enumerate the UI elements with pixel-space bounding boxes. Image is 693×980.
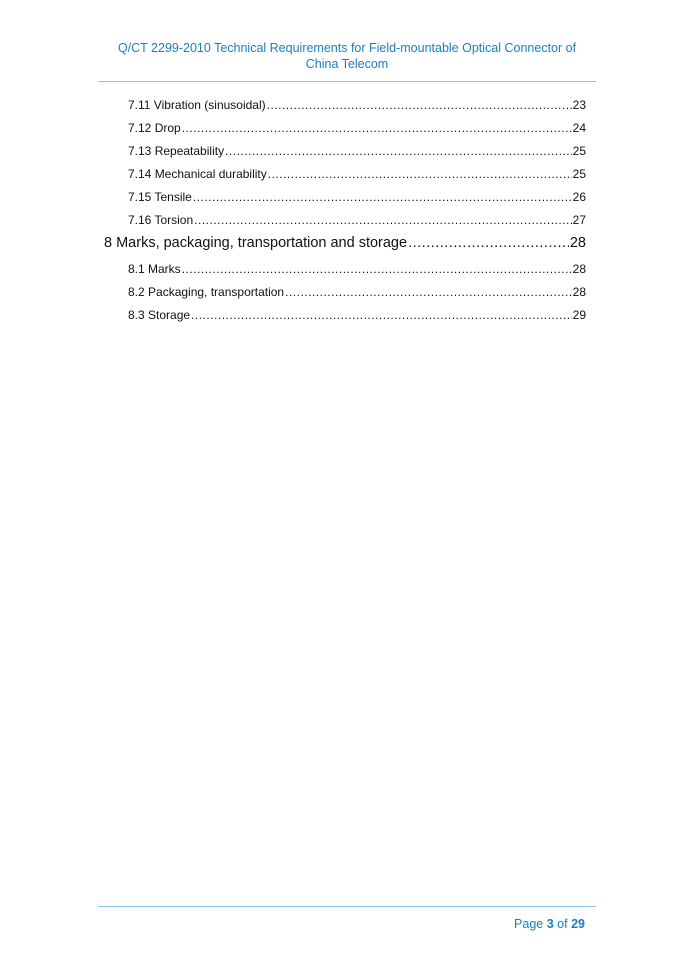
toc-entry[interactable] [128,189,586,205]
toc-chapter-entry[interactable] [104,234,586,252]
toc-entry-page: 26 [572,190,586,204]
toc-entry-page: 27 [572,213,586,227]
toc-entry-page: 23 [572,98,586,112]
toc-entry-title: 8.3 Storage [128,308,191,322]
toc-entry-title: 8.2 Packaging, transportation [128,285,285,299]
toc-dot-leader [285,284,572,300]
toc-dot-leader [408,234,569,252]
toc-dot-leader [268,166,572,182]
toc-entry-title: 7.11 Vibration (sinusoidal) [128,98,266,112]
footer-page-word: Page [514,917,544,931]
toc-entry[interactable] [128,261,586,277]
toc-entry-page: 29 [572,308,586,322]
toc-entry[interactable] [128,284,586,300]
toc-entry-title: 7.16 Torsion [128,213,194,227]
toc-entry[interactable] [128,143,586,159]
header-title-line-2: China Telecom [305,57,389,71]
toc-entry-page: 28 [569,235,586,251]
toc-entry-page: 24 [572,121,586,135]
toc-entry-page: 25 [572,144,586,158]
toc-entry[interactable] [128,166,586,182]
header-title-line-1: Q/CT 2299-2010 Technical Requirements for Field-mountable Optical Connector of [117,41,577,55]
toc-entry[interactable] [128,120,586,136]
footer-divider [98,906,596,907]
toc-entry-title: 7.15 Tensile [128,190,192,204]
toc-dot-leader [194,212,571,228]
toc-entry-title: 7.13 Repeatability [128,144,225,158]
toc-entry-title: 8 Marks, packaging, transportation and storage [104,235,408,251]
toc-dot-leader [225,143,572,159]
toc-dot-leader [193,189,572,205]
toc-entry-page: 28 [572,262,586,276]
header-divider [98,81,596,82]
toc-entry[interactable] [128,212,586,228]
toc-dot-leader [267,97,572,113]
toc-entry[interactable] [128,307,586,323]
footer-total-pages: 29 [571,917,585,931]
toc-entry-title: 7.14 Mechanical durability [128,167,267,181]
toc-dot-leader [182,261,572,277]
toc-entry-title: 7.12 Drop [128,121,181,135]
document-header [98,40,596,72]
footer-current-page: 3 [546,917,554,931]
toc-dot-leader [191,307,572,323]
toc-entry-title: 8.1 Marks [128,262,181,276]
toc-entry-page: 25 [572,167,586,181]
page-footer [514,916,585,932]
footer-of-word: of [557,917,568,931]
toc-entry[interactable] [128,97,586,113]
toc-dot-leader [182,120,572,136]
toc-entry-page: 28 [572,285,586,299]
